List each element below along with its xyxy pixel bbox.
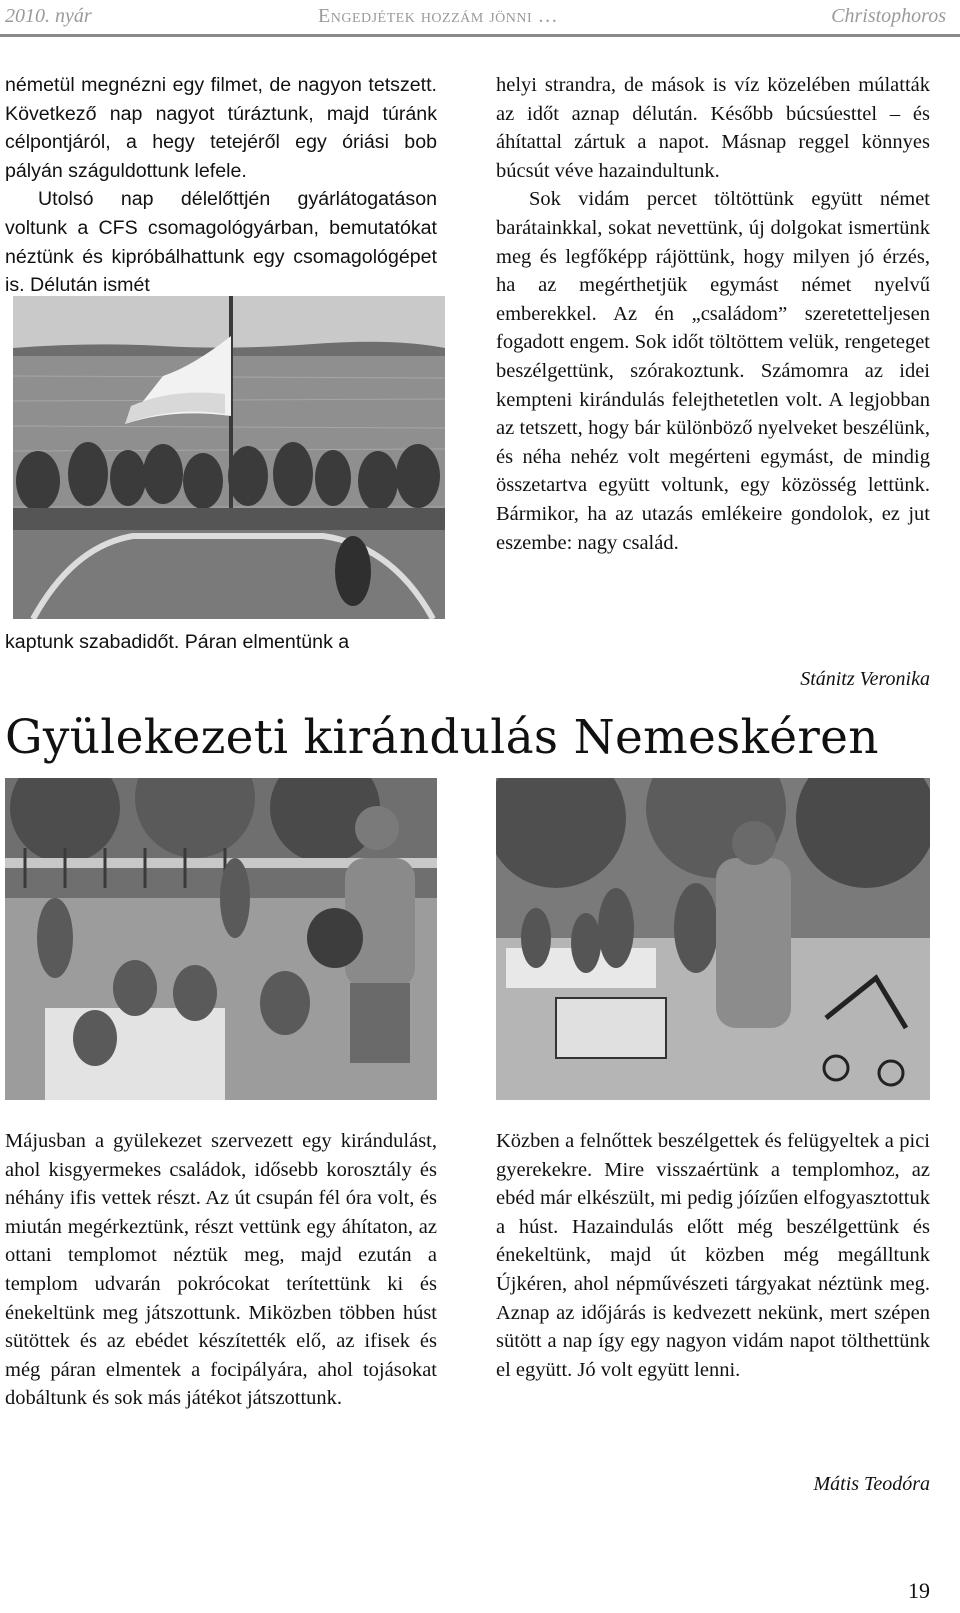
article2-title: Gyülekezeti kirándulás Nemeskéren [5,710,879,765]
article2-column1 [5,1127,437,1413]
article1-paragraph: németül megnézni egy filmet, de nagyon tetszett. Következő nap nagyot túráztunk, majd túránk célpontjáról, a hegy tetejéről egy óriási bob pályán száguldottunk lefele. [5,74,437,182]
article1-paragraph: kaptunk szabadidőt. Páran elmentünk a [5,631,350,653]
article1-column2 [496,71,930,557]
page-number: 19 [908,1578,930,1603]
article2-paragraph: Közben a felnőttek beszélgettek és felügyeltek a pici gyerekekre. Mire visszaértünk a templomhoz, az ebéd már elkészült, mi pedig jóízűen elfogyasztottuk a húst. Hazaindulás előtt még beszélgettünk és énekeltünk, majd út közben még megálltunk Újkéren, ahol népművészeti tárgyakat néztünk meg. Aznap az időjárás is kedvezett nekünk, mert szépen sütött a nap így egy nagyon vidám napot tölthettünk el együtt. Jó volt együtt lenni. [496,1130,930,1381]
article1-author-signature: Stánitz Veronika [800,668,930,690]
article1-paragraph: Utolsó nap délelőttjén gyárlátogatáson voltunk a CFS csomagológyárban, bemutatókat néztünk és kipróbálhattunk egy csomagológépet is. Délután ismét [5,188,437,297]
ship-deck-photo [13,296,445,619]
article2-column2 [496,1127,930,1384]
article1-column1 [5,71,437,300]
guitar-singing-photo [5,778,437,1100]
header-rule [0,34,960,37]
picnic-grill-photo [496,778,930,1100]
header-publisher: Christophoros [831,5,946,27]
header-publication-title: Engedjétek hozzám jönni … [318,5,559,27]
article2-paragraph: Májusban a gyülekezet szervezett egy kirándulást, ahol kisgyermekes családok, idősebb korosztály és néhány ifis vettek részt. Az út csupán fél óra volt, és miután megérkeztünk, részt vettünk egy áhítaton, az ottani templomot néztük meg, majd ezután a templom udvarán pokrócokat terítettünk ki és énekeltünk meg játszottunk. Miközben többen húst sütöttek és az ebédet készítették elő, az ifisek és még páran elmentek a focipályára, ahol tojásokat dobáltunk és sok más játékot játszottunk. [5,1130,437,1410]
running-header [0,0,960,40]
article1-paragraph: Sok vidám percet töltöttünk együtt német barátainkkal, sokat nevettünk, új dolgokat ismertünk meg és legfőképp rájöttünk, hogy milyen jó érzés, ha az megérthetjük egymást német nyelvű emberekkel. Az én „családom” szeretetteljesen fogadott engem. Sok időt töltöttem velük, rengeteget beszélgettünk, szórakoztunk. Számomra az idei kempteni kirándulás felejthetetlen volt. A legjobban az tetszett, hogy bár különböző nyelveket beszélünk, és néha nehéz volt megérteni egymást, de mindig összetartva együtt voltunk, egy közösség lettünk. Bármikor, ha az utazás emlékeire gondolok, ez jut eszembe: nagy család. [496,188,930,554]
header-issue: 2010. nyár [5,5,92,27]
article1-column1-continuation [5,628,437,657]
article1-paragraph: helyi strandra, de mások is víz közelében múlatták az időt aznap délután. Később búcsúesttel – és áhítattal zártuk a napot. Másnap reggel könnyes búcsút véve hazaindultunk. [496,74,930,182]
article2-author-signature: Mátis Teodóra [813,1473,930,1495]
